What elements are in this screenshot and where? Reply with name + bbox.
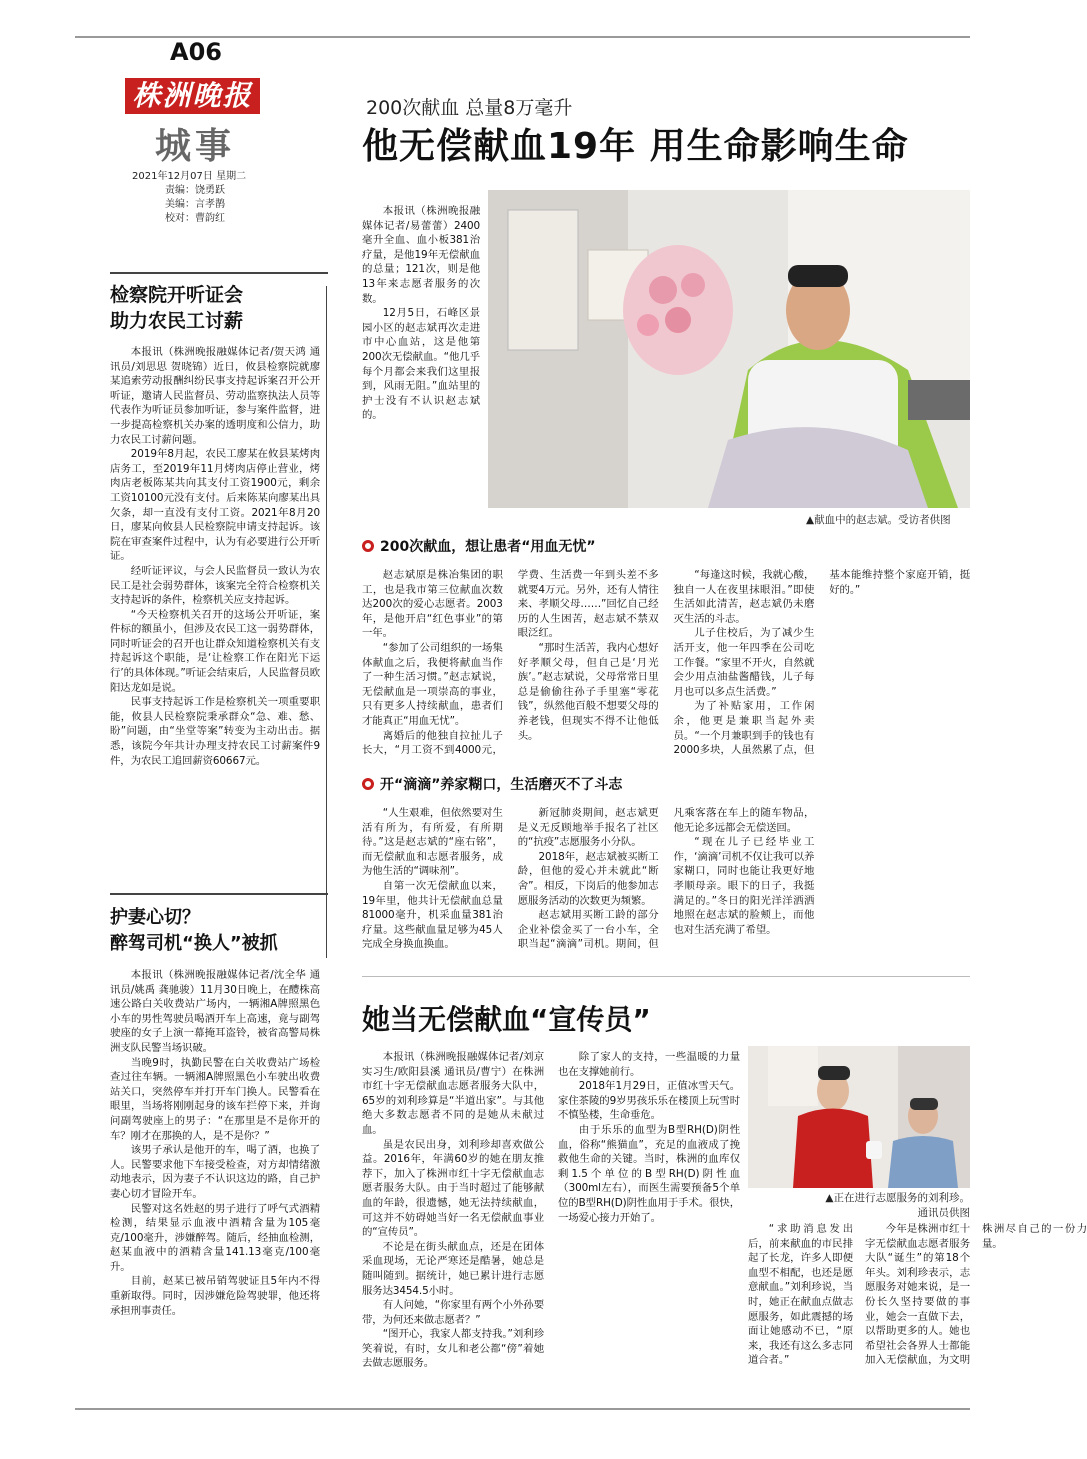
photo1-caption: ▲献血中的赵志斌。受访者供图 — [806, 514, 951, 526]
paragraph: “求助消息发出后，前来献血的市民排起了长龙，许多人即便血型不相配，也还是愿意献血。”刘利珍说，当时，她正在献血点做志愿服务，如此震撼的场面让她感动不已，“原来，我还有这么多志同道合者。” — [748, 1223, 853, 1367]
paragraph: 2019年8月起，农民工廖某在攸县某烤肉店务工，至2019年11月烤肉店停止营业，烤肉店老板陈某共向其支付工资1900元，剩余工资10100元没有支付。后来陈某向廖某出具欠条，却一直没有支付工资。2021年8月20日，廖某向攸县人民检察院申请支持起诉。该院在审查案件过程中，认为有必要进行公开听证。 — [110, 448, 320, 563]
paragraph: 目前，赵某已被吊销驾驶证且5年内不得重新取得。同时，因涉嫌危险驾驶罪，他还将承担刑事责任。 — [110, 1275, 320, 1317]
paragraph: 民事支持起诉工作是检察机关一项重要职能，攸县人民检察院秉承群众“急、难、愁、盼”问题，由“坐堂等案”转变为主动出击。据悉，该院今年共计办理支持农民工讨薪案件9件，为农民工追回薪资60667元。 — [110, 696, 320, 767]
sub1-body — [362, 568, 970, 766]
subhead-1 — [362, 536, 596, 556]
paragraph: “参加了公司组织的一场集体献血之后，我便将献血当作了一种生活习惯。”赵志斌说，无偿献血是一项崇高的事业，只有更多人持续献血，患者们才能真正“用血无忧”。 — [362, 641, 503, 727]
paragraph: “每逢这时候，我就心酸，独自一人在夜里抹眼泪。”即使生活如此清苦，赵志斌仍未磨灭生活的斗志。 — [673, 569, 815, 625]
paragraph: 本报讯（株洲晚报融媒体记者/沈全华 通讯员/姚禹 龚驰骏）11月30日晚上，在醴株高速公路白关收费站广场内，一辆湘A牌照黑色小车的男性驾驶员喝酒开车上高速，竟与副驾驶座的女子上演一幕掩耳盗铃，被省高警局株洲支队民警当场识破。 — [110, 969, 320, 1054]
paragraph: 本报讯（株洲晚报融媒体记者/易蕾蕾）2400毫升全血、血小板381治疗量，是他19年无偿献血的总量；121次，则是他13年来志愿者服务的次数。 — [362, 205, 480, 305]
sidebar-divider — [326, 286, 327, 958]
paragraph: 12月5日，石峰区景园小区的赵志斌再次走进市中心血站，这是他第200次无偿献血。“他几乎每个月都会来我们这里报到，风雨无阻。”血站里的护士没有不认识赵志斌的。 — [362, 307, 480, 422]
second-headline: 她当无偿献血“宣传员” — [362, 1003, 651, 1036]
section-divider — [362, 976, 970, 977]
page-number: A06 — [170, 38, 222, 66]
masthead-logo: 株洲晚报 — [125, 78, 260, 114]
sidebar-article1-title — [110, 282, 325, 334]
bullet-circle-icon — [362, 778, 374, 790]
paragraph: 赵志斌原是株冶集团的职工，也是我市第三位献血次数达200次的爱心志愿者。2003年，是他开启“红色事业”的第一年。 — [362, 569, 503, 640]
donation-photo — [488, 190, 970, 508]
title-line: 助力农民工讨薪 — [110, 310, 244, 332]
paragraph: 本报讯（株洲晚报融媒体记者/刘京 实习生/欧阳县溪 通讯员/曹宁）在株洲市红十字无偿献血志愿者服务大队中，65岁的刘利珍算是“半道出家”。与其他绝大多数志愿者不同的是她从未献过血。 — [362, 1051, 544, 1136]
title-line: 检察院开听证会 — [110, 284, 244, 306]
paragraph: 虽是农民出身，刘利珍却喜欢做公益。2016年，年满60岁的她在朋友推荐下，加入了株洲市红十字无偿献血志愿者服务大队。由于当时超过了能够献血的年龄，很遗憾，她无法持续献血，可这并不妨碍她当好一名无偿献血事业的“宣传员”。 — [362, 1138, 544, 1239]
subhead-2-text: 开“滴滴”养家糊口，生活磨灭不了斗志 — [380, 777, 623, 793]
paragraph: 自第一次无偿献血以来，19年里，他共计无偿献血总量81000毫升，机采血量381治疗量。这些献血量足够为45人完成全身换血换血。 — [362, 879, 503, 951]
donation-photo-illustration — [488, 190, 970, 508]
paragraph: “人生艰难，但依然要对生活有所为，有所爱，有所期待。”这是赵志斌的“座右铭”，而无偿献血和志愿者服务，成为他生活的“调味剂”。 — [362, 807, 503, 878]
main-intro — [362, 204, 480, 423]
title-line: 护妻心切？ — [110, 907, 200, 928]
paragraph: 有人问她，“你家里有两个小外孙要带，为何还来做志愿者？” — [362, 1299, 544, 1326]
sidebar-mid-rule — [110, 893, 328, 895]
proofreader-line: 校对：曹韵红 — [165, 213, 225, 224]
paragraph: “今天检察机关召开的这场公开听证，案件标的额虽小，但涉及农民工这一弱势群体，同时听证会的召开也让群众知道检察机关有支持起诉这个职能，是‘让检察工作在阳光下运行’的具体体现。”听证会结束后，人民监督员欧阳达龙如是说。 — [110, 608, 320, 694]
paragraph: “图开心，我家人都支持我。”刘利珍笑着说，有时，女儿和老公都“傍”着她去做志愿服务。 — [362, 1328, 544, 1370]
paragraph: 民警对这名姓赵的男子进行了呼气式酒精检测，结果显示血液中酒精含量为105毫克/100毫升，涉嫌醉驾。随后，经抽血检测，赵某血液中的酒精含量141.13毫克/100毫升。 — [110, 1202, 320, 1273]
paragraph: 赵志斌用买断工龄的部分企业补偿金买了一台小车，全职当起“滴滴”司机。期间，但凡乘客落在车上的随车物品，他无论多远都会无偿送回。 — [517, 807, 815, 951]
paragraph: 2018年，赵志斌被买断工龄，但他的爱心并未就此“断舍”。相反，下岗后的他参加志愿服务活动的次数更为频繁。 — [517, 850, 659, 907]
photo2-caption-line: 通讯员供图 — [917, 1207, 970, 1219]
main-headline: 他无偿献血19年 用生命影响生命 — [362, 126, 909, 167]
second-body-left — [362, 1050, 740, 1390]
section-title: 城事 — [155, 125, 236, 167]
paragraph: 儿子住校后，为了减少生活开支，他一年四季在公司吃工作餐。“家里不开火，自然就会少用点油盐酱醋钱，儿子每月也可以多点生活费。” — [673, 627, 815, 698]
paragraph: 经听证评议，与会人民监督员一致认为农民工是社会弱势群体，该案完全符合检察机关支持起诉的条件，检察机关应支持起诉。 — [110, 564, 320, 607]
subhead-1-text: 200次献血，想让患者“用血无忧” — [380, 539, 596, 555]
paragraph: 由于乐乐的血型为B型RH(D)阴性血，俗称“熊猫血”，充足的血液成了挽救他生命的关键。当时，株洲的血库仅剩1.5个单位的B型RH(D)阴性血（300ml左右），而医生需要预备5个单位的B型RH(D)阴性血用于手术。很快，一场爱心接力开始了。 — [558, 1123, 740, 1224]
photo2-caption — [806, 1190, 970, 1220]
volunteer-photo — [748, 1046, 970, 1188]
paragraph: 离婚后的他独自拉扯儿子长大，“月工资不到4000元，学费、生活费一年到头差不多就要4万元。另外，还有人情往来、孝顺父母……”回忆自己经历的人生困苦，赵志斌不禁双眼泛红。 — [362, 569, 659, 757]
subhead-2 — [362, 774, 622, 794]
sidebar-top-rule — [110, 272, 328, 274]
headline-kicker: 200次献血 总量8万毫升 — [366, 97, 573, 119]
paragraph: 除了家人的支持，一些温暖的力量也在支撑她前行。 — [558, 1051, 740, 1078]
paragraph: 为了补贴家用，工作闲余，他更是兼职当起外卖员。“一个月兼职到手的钱也有2000多块，人虽然累了点，但基本能维持整个家庭开销，挺好的。” — [673, 569, 970, 757]
photo2-caption-line: ▲正在进行志愿服务的刘利珍。 — [825, 1192, 970, 1204]
paragraph: 不论是在街头献血点，还是在团体采血现场，无论严寒还是酷暑，她总是随叫随到。据统计，她已累计进行志愿服务达3454.5小时。 — [362, 1240, 544, 1297]
paragraph: 今年是株洲市红十字无偿献血志愿者服务大队“诞生”的第18个年头。刘利珍表示，志愿服务对她来说，是一份长久坚持要做的事业，她会一直做下去，以帮助更多的人。她也希望社会各界人士都能加入无偿献血，为文明株洲尽自己的一份力量。 — [865, 1223, 1087, 1367]
sidebar-article1-body — [110, 345, 320, 768]
bottom-rule — [75, 1408, 970, 1410]
sidebar-article2-body — [110, 968, 320, 1318]
volunteer-photo-illustration — [748, 1046, 970, 1188]
date-line: 2021年12月07日 星期二 — [132, 171, 247, 182]
editor-line: 责编：饶勇跃 — [165, 185, 225, 196]
paragraph: “那时生活苦，我内心想好好孝顺父母，但自己是‘月光族’。”赵志斌说，父母常常日里总是偷偷往孙子手里塞“零花钱”，纵然他百般不想要父母的养老钱，但现实不得不让他低头。 — [517, 641, 659, 742]
paragraph: 2018年1月29日，正值冰雪天气。家住茶陵的9岁男孩乐乐在楼顶上玩雪时不慎坠楼，生命垂危。 — [558, 1080, 740, 1122]
title-line: 醉驾司机“换人”被抓 — [110, 933, 278, 954]
sub2-body — [362, 806, 970, 958]
paragraph: 新冠肺炎期间，赵志斌更是义无反顾地举手报名了社区的“抗疫”志愿服务小分队。 — [517, 807, 659, 849]
paragraph: “现在儿子已经毕业工作，‘滴滴’司机不仅让我可以养家糊口，同时也能让我更好地孝顺母亲。眼下的日子，我挺满足的。”冬日的阳光洋洋洒洒地照在赵志斌的脸颊上，而他也对生活充满了希望。 — [673, 836, 815, 936]
sidebar-article2-title — [110, 905, 325, 957]
paragraph: 本报讯（株洲晚报融媒体记者/贺天鸿 通讯员/刘思思 贺晓锦）近日，攸县检察院就廖某追索劳动报酬纠纷民事支持起诉案召开公开听证，邀请人民监督员、劳动监察执法人员等代表作为听证员参加听证，参与案件监督，进一步提高检察机关办案的透明度和公信力，助力农民工讨薪问题。 — [110, 346, 320, 446]
bullet-circle-icon — [362, 540, 374, 552]
paragraph: 该男子承认是他开的车，喝了酒，也换了人。民警要求他下车接受检查，对方却情绪激动地表示，因为妻子不认识这边的路，自己护妻心切才冒险开车。 — [110, 1144, 320, 1200]
second-body-right — [748, 1222, 1087, 1390]
designer-line: 美编：言孝鹊 — [165, 199, 225, 210]
paragraph: 当晚9时，执勤民警在白关收费站广场检查过往车辆。一辆湘A牌照黑色小车驶出收费站关口，突然停车并打开车门换人。民警看在眼里，当场将刚刚起身的该车拦停下来，并询问副驾驶座上的男子：“在那里是不是你开的车？刚才在那换的人，是不是你？” — [110, 1056, 320, 1142]
